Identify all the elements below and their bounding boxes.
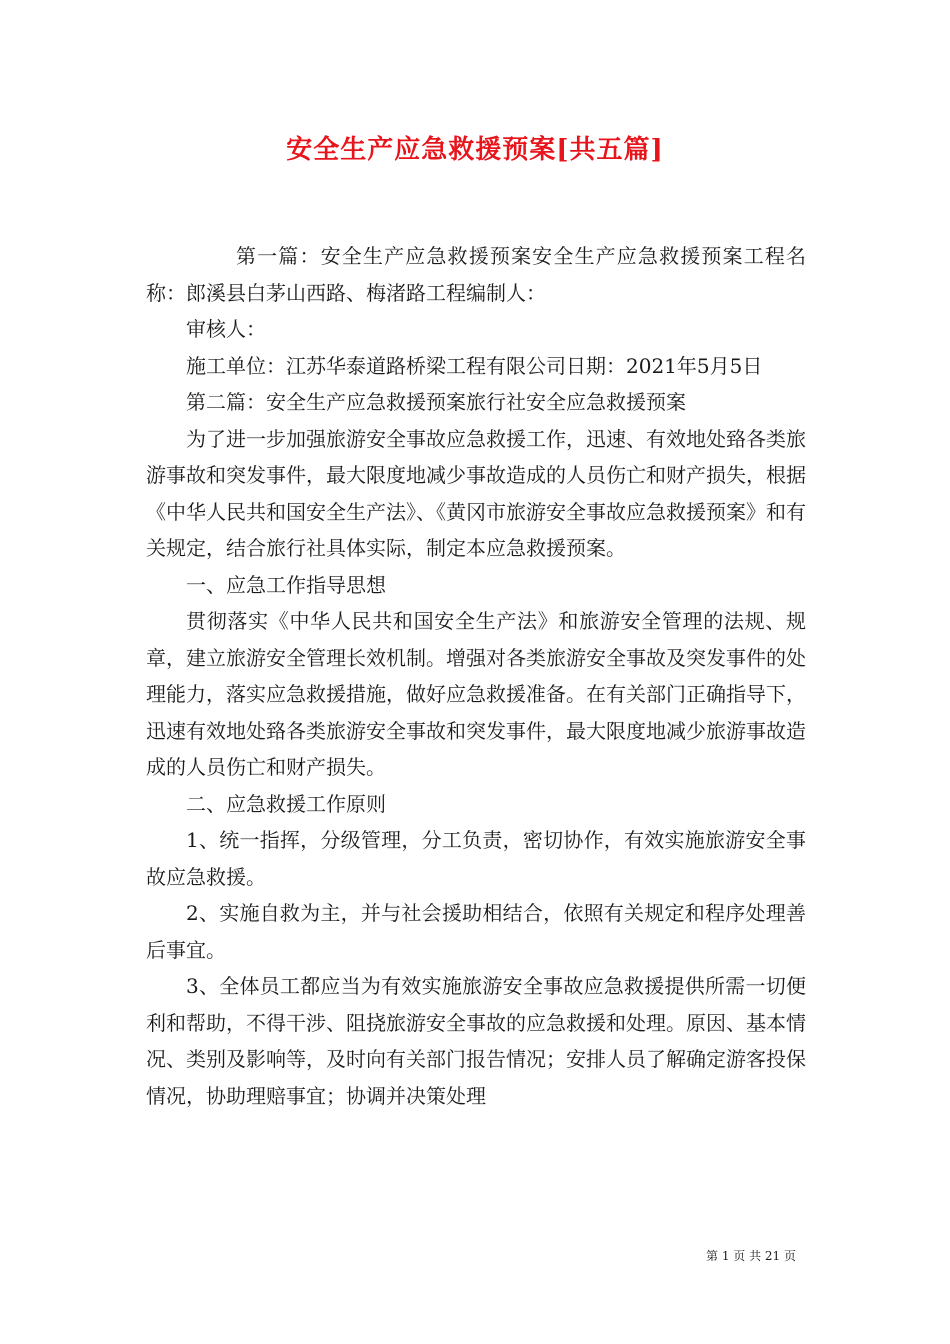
paragraph-construction-unit: 施工单位：江苏华泰道路桥梁工程有限公司日期：2021年5月5日 [186, 353, 763, 378]
section-heading-principles: 二、应急救援工作原则 [186, 791, 386, 816]
paragraph-principle-2: 2、实施自救为主，并与社会援助相结合，依照有关规定和程序处理善后事宜。 [146, 901, 806, 962]
paragraph-part2-header: 第二篇：安全生产应急救援预案旅行社安全应急救援预案 [186, 390, 686, 414]
document-title: 安全生产应急救援预案[共五篇] [286, 135, 664, 165]
paragraph-intro: 为了进一步加强旅游安全事故应急救援工作，迅速、有效地处臵各类旅游事故和突发事件，最大限度地减少事故造成的人员伤亡和财产损失，根据《中华人民共和国安全生产法》、《黄冈市旅游安全事故应急救援预案》和有关规定，结合旅行社具体实际，制定本应急救援预案。 [146, 426, 806, 560]
section-heading-guiding-ideology: 一、应急工作指导思想 [186, 572, 386, 597]
paragraph-principle-3: 3、全体员工都应当为有效实施旅游安全事故应急救援提供所需一切便利和帮助，不得干涉、阻挠旅游安全事故的应急救援和处理。原因、基本情况、类别及影响等，及时向有关部门报告情况；安排人员了解确定游客投保情况，协助理赔事宜；协调并决策处理 [146, 974, 806, 1108]
paragraph-reviewer: 审核人： [186, 317, 266, 341]
paragraph-part1-header: 第一篇：安全生产应急救援预案安全生产应急救援预案工程名称：郎溪县白茅山西路、梅渚路工程编制人： [146, 244, 806, 305]
paragraph-guiding-ideology: 贯彻落实《中华人民共和国安全生产法》和旅游安全管理的法规、规章，建立旅游安全管理长效机制。增强对各类旅游安全事故及突发事件的处理能力，落实应急救援措施，做好应急救援准备。在有关部门正确指导下，迅速有效地处臵各类旅游安全事故和突发事件，最大限度地减少旅游事故造成的人员伤亡和财产损失。 [146, 609, 806, 779]
paragraph-principle-1: 1、统一指挥，分级管理，分工负责，密切协作，有效实施旅游安全事故应急救援。 [146, 828, 806, 889]
document-body [146, 238, 806, 1114]
page-number-footer: 第 1 页 共 21 页 [706, 1249, 796, 1263]
